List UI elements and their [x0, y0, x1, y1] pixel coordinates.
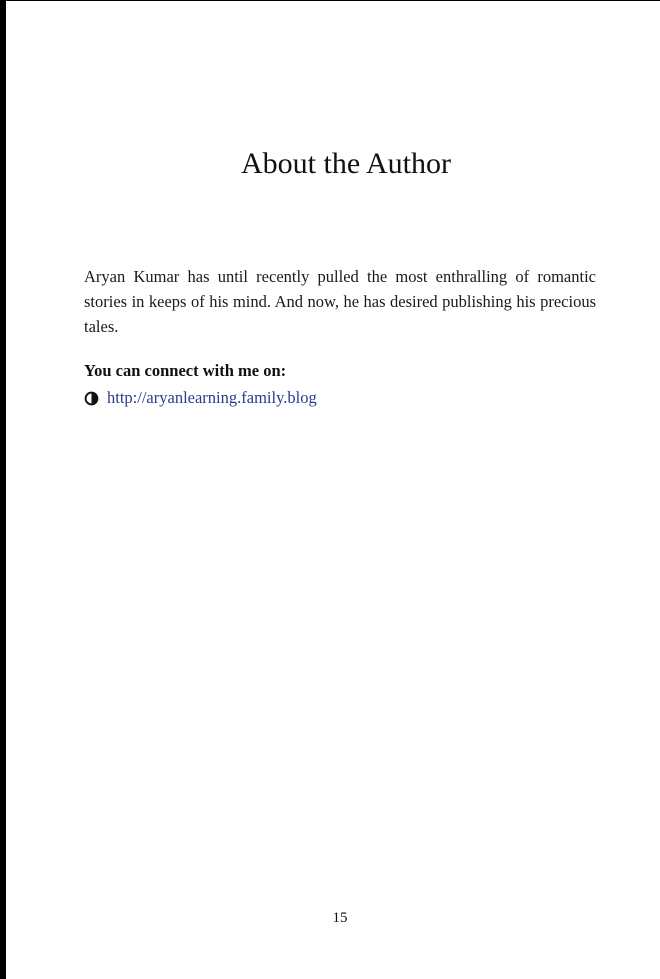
author-bio: Aryan Kumar has until recently pulled the most enthralling of romantic stories in keeps of his mind. And now, he has desired publishing his precious tales. [84, 267, 596, 336]
page-title: About the Author [241, 147, 451, 180]
globe-icon [84, 391, 99, 406]
connect-heading: You can connect with me on: [84, 361, 287, 380]
page-number: 15 [332, 910, 348, 926]
website-row [84, 386, 317, 410]
website-link[interactable]: http://aryanlearning.family.blog [107, 388, 317, 407]
book-page [6, 1, 660, 979]
